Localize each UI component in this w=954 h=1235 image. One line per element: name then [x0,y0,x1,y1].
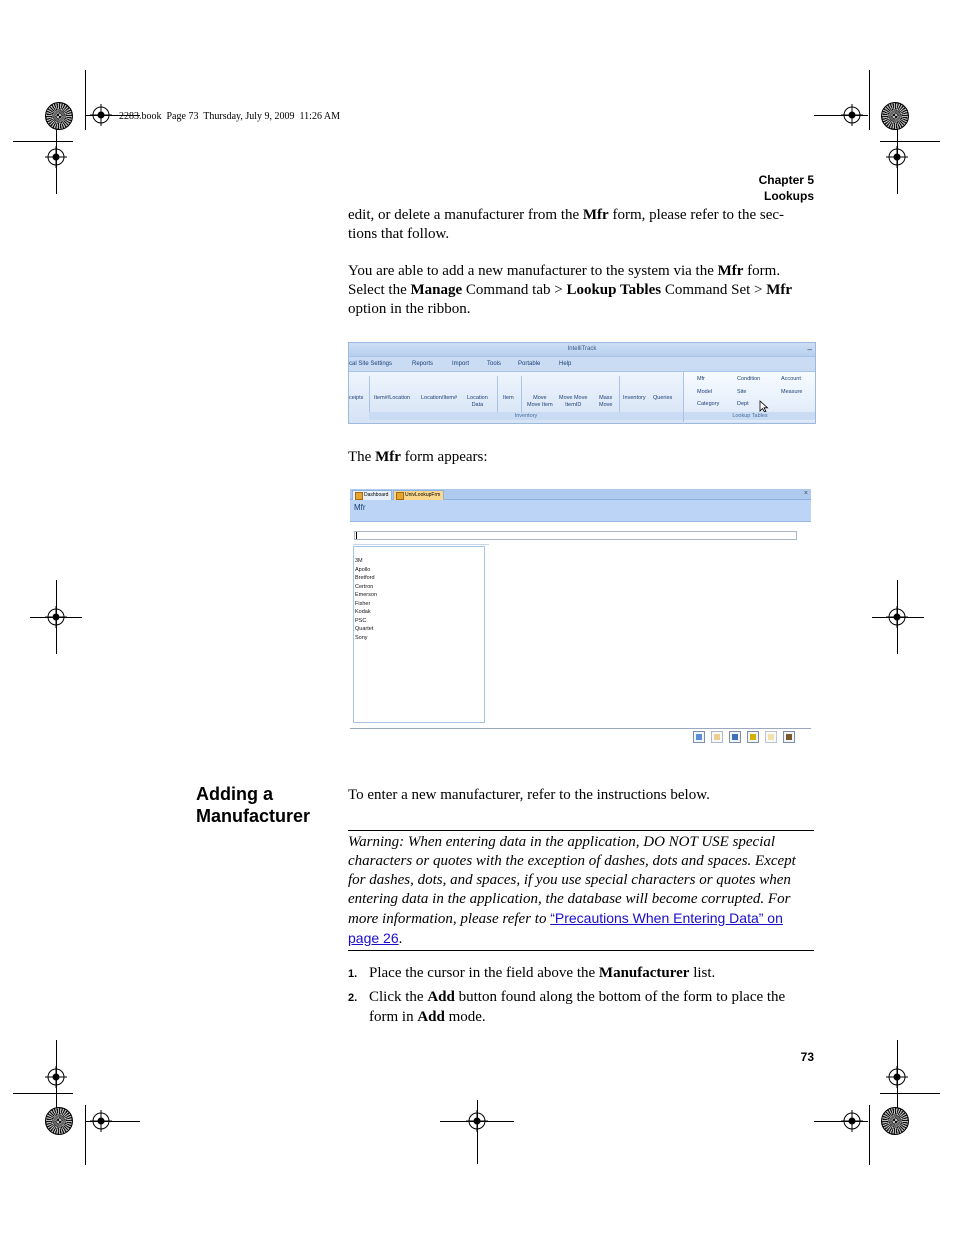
ribbon-button-receipts[interactable]: ceipts [349,395,364,401]
bold-term: Add [427,989,455,1005]
registration-mark-icon [45,1066,67,1088]
list-item[interactable]: Fisher [355,600,371,607]
ribbon-group-inventory: Inventory [369,412,683,420]
color-target-icon [881,1107,909,1135]
tab-reports[interactable]: Reports [412,361,434,367]
registration-mark-icon [45,146,67,168]
lookup-condition[interactable]: Condition [737,376,761,382]
color-target-icon [881,102,909,130]
bold-term: Mfr [717,263,744,279]
lookup-measure[interactable]: Measure [781,389,803,395]
running-head [759,172,814,204]
color-target-icon [45,1107,73,1135]
section-intro: To enter a new manufacturer, refer to the instructions below. [348,787,710,803]
text: Command Set > [661,282,767,298]
list-item[interactable]: 3M [355,558,363,564]
form-tab-bar [350,489,811,500]
tab-help[interactable]: Help [559,361,572,367]
form-icon [355,492,363,500]
tab-label: UnivLookupFrm [405,492,441,498]
lookup-category[interactable]: Category [697,401,720,407]
color-target-icon [45,102,73,130]
section-heading [196,783,310,827]
registration-mark-icon [841,1110,863,1132]
text: Click the [369,989,428,1005]
heading-line: Adding a [196,784,273,804]
close-icon[interactable]: × [803,490,808,497]
text: Place the cursor in the field above the [369,965,599,981]
ribbon-button-location-item[interactable]: Location/Item# [421,395,458,401]
text: form appears: [400,449,488,465]
lookup-mfr[interactable]: Mfr [697,376,705,382]
list-item[interactable]: Apollo [355,566,371,573]
running-head-section: Lookups [764,189,814,203]
text: form, please refer to the sec- [608,207,785,223]
step-number: 1. [348,968,358,980]
text: list. [689,965,716,981]
lookup-account[interactable]: Account [781,376,801,382]
add-button[interactable] [693,731,705,743]
ribbon-body [349,372,815,423]
form-icon [396,492,404,500]
ribbon-screenshot [348,342,816,424]
text: for dashes, dots, and spaces, if you use special characters or quotes when [348,872,791,888]
lookup-dept[interactable]: Dept [737,401,749,407]
text: form in [369,1009,418,1025]
form-header: Mfr [350,500,811,522]
text: characters or quotes with the exception of dashes, dots and spaces. Except [348,853,796,869]
tab-import[interactable]: Import [452,361,470,367]
ribbon-button-item-location[interactable]: Item#/Location [374,395,411,401]
tab-univlookupfrm[interactable] [393,490,444,500]
registration-mark-icon [886,146,908,168]
registration-mark-icon [466,1110,488,1132]
text: button found along the bottom of the form to place the [454,989,786,1005]
paragraph-continuation [348,206,818,244]
registration-mark-icon [886,1066,908,1088]
registration-mark-icon [841,104,863,126]
text: You are able to add a new manufacturer to the system via the [348,263,718,279]
bold-term: Mfr [766,282,793,298]
warning-bottom-rule [348,950,814,951]
list-item[interactable]: Kodak [355,609,371,615]
text: mode. [444,1009,486,1025]
list-item[interactable]: PSC [355,617,367,624]
ribbon-button-item[interactable]: Item [503,395,514,401]
tab-dashboard[interactable] [352,490,392,500]
slug-line: 2283.book Page 73 Thursday, July 9, 2009 11:26 AM [119,111,341,122]
save-button[interactable] [729,731,741,743]
tab-site-settings[interactable]: cal Site Settings [349,361,393,367]
bold-term: Manage [410,282,463,298]
paragraph-form-appears [348,448,488,467]
bold-term: Add [417,1009,445,1025]
text: more information, please refer to [348,911,551,927]
app-title: IntelliTrack [567,346,597,352]
bold-term: Manufacturer [598,965,690,981]
text: . [398,931,403,947]
delete-button[interactable] [747,731,759,743]
registration-mark-icon [90,1110,112,1132]
list-item[interactable]: Certron [355,583,374,590]
text: Warning: When entering data in the application, DO NOT USE special [348,834,776,850]
registration-mark-icon [45,606,67,628]
step-2 [348,988,818,1027]
ribbon-button-inventory[interactable]: Inventory [623,395,646,401]
manufacturer-list[interactable] [353,546,485,723]
heading-line: Manufacturer [196,806,311,826]
ribbon-title-bar [349,343,815,356]
tab-portable[interactable]: Portable [518,361,541,367]
lookup-tables-group [683,372,816,422]
step-1 [348,964,818,984]
text: Command tab > [462,282,567,298]
page-26-link[interactable]: page 26 [348,930,399,946]
ribbon-button-move-item[interactable]: Move Move Item [527,395,553,408]
exit-button[interactable] [783,731,795,743]
text: form. [743,263,781,279]
undo-button[interactable] [765,731,777,743]
warning-top-rule [348,830,814,831]
list-item[interactable]: Bretford [355,575,375,581]
registration-mark-icon [886,606,908,628]
text: tions that follow. [348,226,450,242]
edit-button[interactable] [711,731,723,743]
page-number: 73 [800,1050,814,1064]
text: entering data in the application, the database will become corrupted. For [348,891,791,907]
ribbon-button-mass-move[interactable]: Mass Move [599,395,613,408]
list-item[interactable]: Emerson [355,592,378,598]
text: edit, or delete a manufacturer from the [348,207,583,223]
ribbon-group-lookup-tables: Lookup Tables [684,412,816,420]
bold-term: Lookup Tables [566,282,662,298]
text: option in the ribbon. [348,301,471,317]
manufacturer-search-input[interactable] [354,531,797,540]
ribbon-button-move-itemid[interactable]: Move Move ItemID [559,395,588,408]
minimize-button[interactable]: – [807,345,812,354]
tab-tools[interactable]: Tools [487,361,502,367]
tab-label: Dashboard [364,492,389,498]
list-item[interactable]: Quartet [355,626,374,632]
lookup-site[interactable]: Site [737,389,747,395]
step-number: 2. [348,992,358,1004]
paragraph-instructions [348,262,818,319]
precautions-link[interactable]: “Precautions When Entering Data” on [550,910,783,926]
text: The [348,449,376,465]
lookup-model[interactable]: Model [697,389,712,395]
running-head-chapter: Chapter 5 [758,173,814,187]
ribbon-button-location-data[interactable]: Location Data [467,395,488,408]
list-item[interactable]: Sony [355,634,368,641]
ribbon-button-queries[interactable]: Queries [653,395,673,401]
warning-note [348,833,818,949]
ribbon-tabs [349,356,815,372]
mfr-form-screenshot [350,489,811,751]
text: Select the [348,282,411,298]
bold-term: Mfr [582,207,609,223]
bold-term: Mfr [375,449,401,465]
registration-mark-icon [90,104,112,126]
